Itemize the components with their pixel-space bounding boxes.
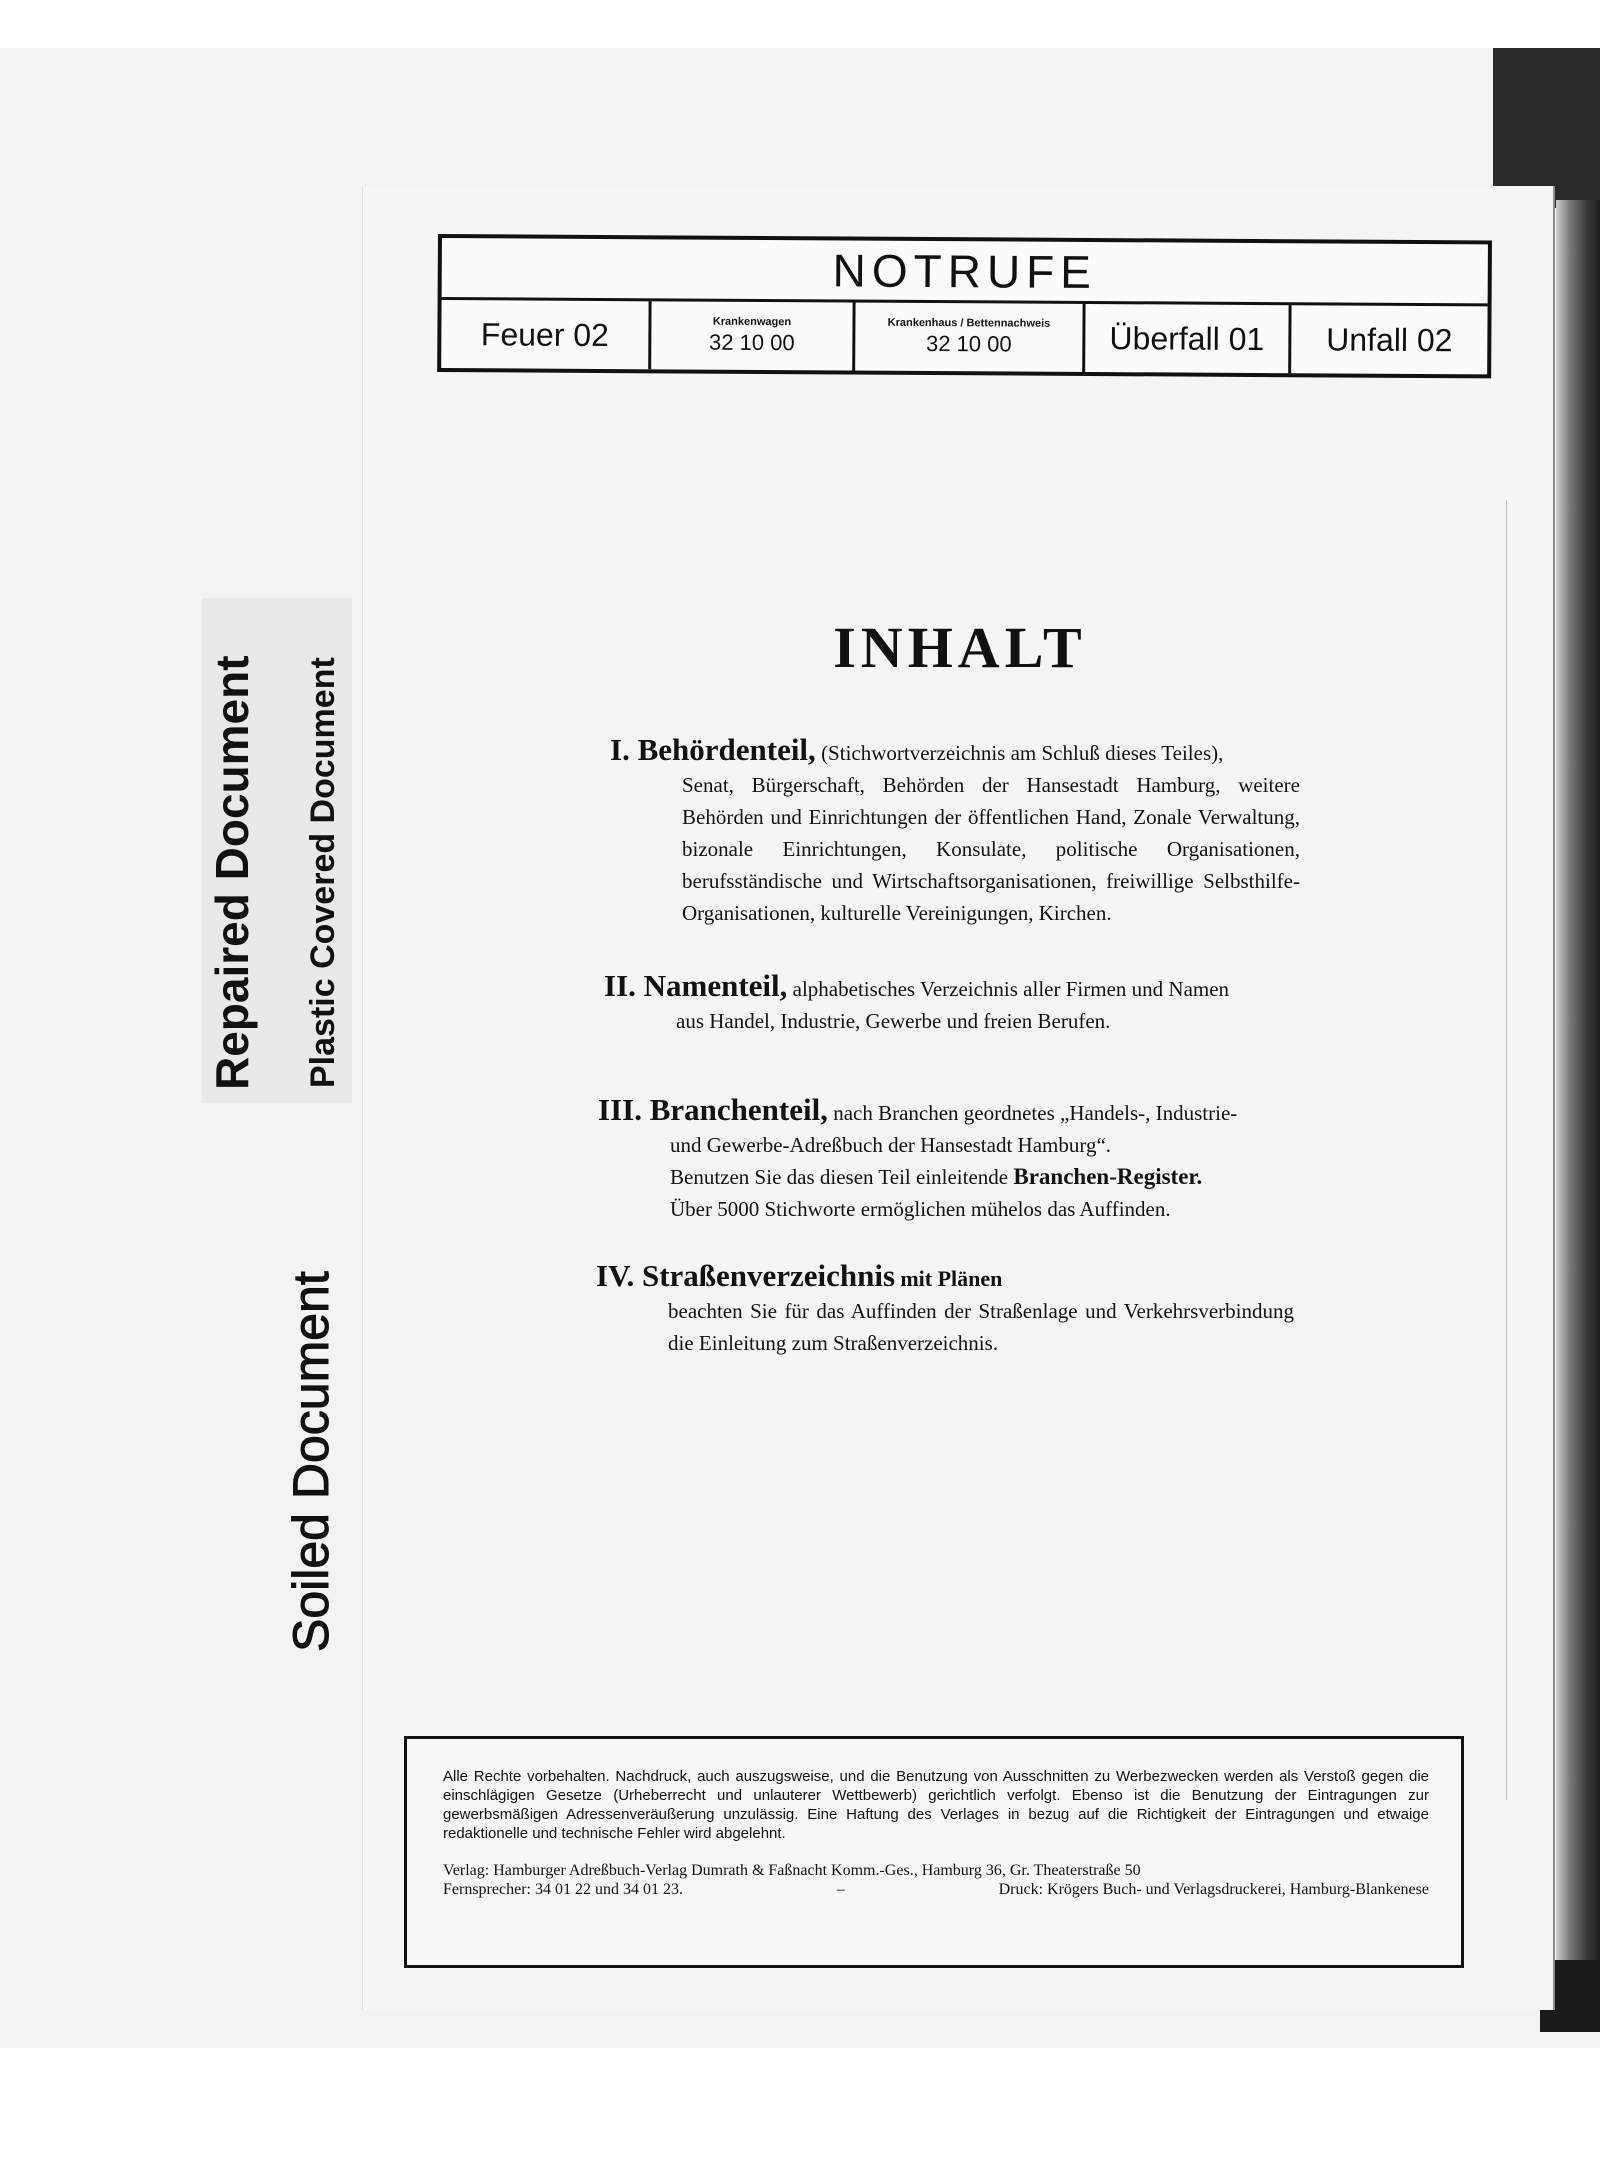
- scan-dark-edge-top: [1493, 48, 1600, 208]
- soiled-document-stamp: Soiled Document: [283, 1271, 339, 1652]
- section-1-heading: I. Behördenteil,: [610, 732, 816, 767]
- section-4-body: beachten Sie für das Auffinden der Straßenlage und Verkehrsverbindung die Einleitung zum Straßenverzeichnis.: [668, 1299, 1294, 1355]
- section-3-body: und Gewerbe-Adreßbuch der Hansestadt Hamburg“.: [670, 1133, 1112, 1157]
- section-4-heading: IV. Straßenverzeichnis: [596, 1258, 896, 1293]
- section-behoerdenteil: [610, 734, 1310, 929]
- ueberfall-cell: Überfall 01: [1085, 304, 1291, 373]
- section-3-register-text: Benutzen Sie das diesen Teil einleitende: [670, 1165, 1009, 1189]
- contents-title: INHALT: [833, 615, 1087, 680]
- krankenhaus-label: Krankenhaus / Bettennachweis: [887, 316, 1051, 330]
- krankenwagen-number: 32 10 00: [708, 329, 795, 356]
- publisher-line: Verlag: Hamburger Adreßbuch-Verlag Dumrath & Faßnacht Komm.-Ges., Hamburg 36, Gr. Theaterstraße 50: [443, 1862, 1141, 1879]
- phone-print-line: [443, 1880, 1429, 1899]
- section-2-heading: II. Namenteil,: [604, 968, 788, 1003]
- section-3-register-line: [670, 1161, 1310, 1193]
- section-3-heading: III. Branchenteil,: [598, 1092, 828, 1127]
- krankenhaus-cell: [855, 303, 1085, 372]
- section-1-first-line: (Stichwortverzeichnis am Schluß dieses Teiles),: [821, 741, 1224, 765]
- section-namenteil: [604, 970, 1310, 1037]
- page-fold-line: [1506, 500, 1507, 1800]
- section-3-register-bold: Branchen-Register.: [1013, 1164, 1203, 1189]
- krankenhaus-number: 32 10 00: [925, 330, 1012, 357]
- krankenwagen-cell: [651, 301, 855, 370]
- emergency-numbers-box: [437, 234, 1492, 378]
- plastic-covered-stamp: Plastic Covered Document: [304, 657, 342, 1088]
- printer-info: Druck: Krögers Buch- und Verlagsdruckerei, Hamburg-Blankenese: [998, 1881, 1429, 1898]
- section-strassenverzeichnis: [596, 1260, 1310, 1359]
- section-4-sub: mit Plänen: [900, 1266, 1003, 1291]
- section-3-first-line: nach Branchen geordnetes „Handels-, Industrie-: [833, 1101, 1238, 1125]
- emergency-title: NOTRUFE: [442, 238, 1488, 306]
- publisher-info: [443, 1861, 1429, 1899]
- scan-dark-edge-right: [1556, 200, 1600, 2020]
- emergency-row: [441, 300, 1487, 374]
- feuer-cell: Feuer 02: [441, 300, 651, 369]
- section-branchenteil: [598, 1094, 1310, 1225]
- phone-numbers: Fernsprecher: 34 01 22 und 34 01 23.: [443, 1881, 683, 1898]
- section-1-body: Senat, Bürgerschaft, Behörden der Hansestadt Hamburg, weitere Behörden und Einrichtungen der öffentlichen Hand, Zonale Verwaltung, bizonale Einrichtungen, Konsulate, politische Organisationen, berufsständische und Wirtschaftsorganisationen, freiwillige Selbsthilfe-Organisationen, kulturelle Vereinigungen, Kirchen.: [682, 773, 1300, 925]
- unfall-cell: Unfall 02: [1326, 320, 1453, 358]
- section-3-stichworte: Über 5000 Stichworte ermöglichen mühelos das Auffinden.: [670, 1197, 1171, 1221]
- copyright-footer: [404, 1736, 1464, 1968]
- section-2-body: aus Handel, Industrie, Gewerbe und freien Berufen.: [676, 1009, 1111, 1033]
- repaired-document-stamp: Repaired Document: [206, 655, 258, 1090]
- krankenwagen-label: Krankenwagen: [712, 315, 792, 329]
- dash-separator: –: [836, 1881, 845, 1898]
- section-2-first-line: alphabetisches Verzeichnis aller Firmen und Namen: [792, 977, 1230, 1001]
- rights-notice: Alle Rechte vorbehalten. Nachdruck, auch auszugsweise, und die Benutzung von Ausschnitten zu Werbezwecken werden als Verstoß gegen die einschlägigen Gesetze (Urheberrecht und unlauterer Wettbewerb) gerichtlich verfolgt. Ebenso ist die Benutzung der Eintragungen zur gewerbsmäßigen Adressenveräußerung unzulässig. Eine Haftung des Verlages in bezug auf die Richtigkeit der Eintragungen und etwaige redaktionelle und technische Fehler wird abgelehnt.: [443, 1768, 1429, 1842]
